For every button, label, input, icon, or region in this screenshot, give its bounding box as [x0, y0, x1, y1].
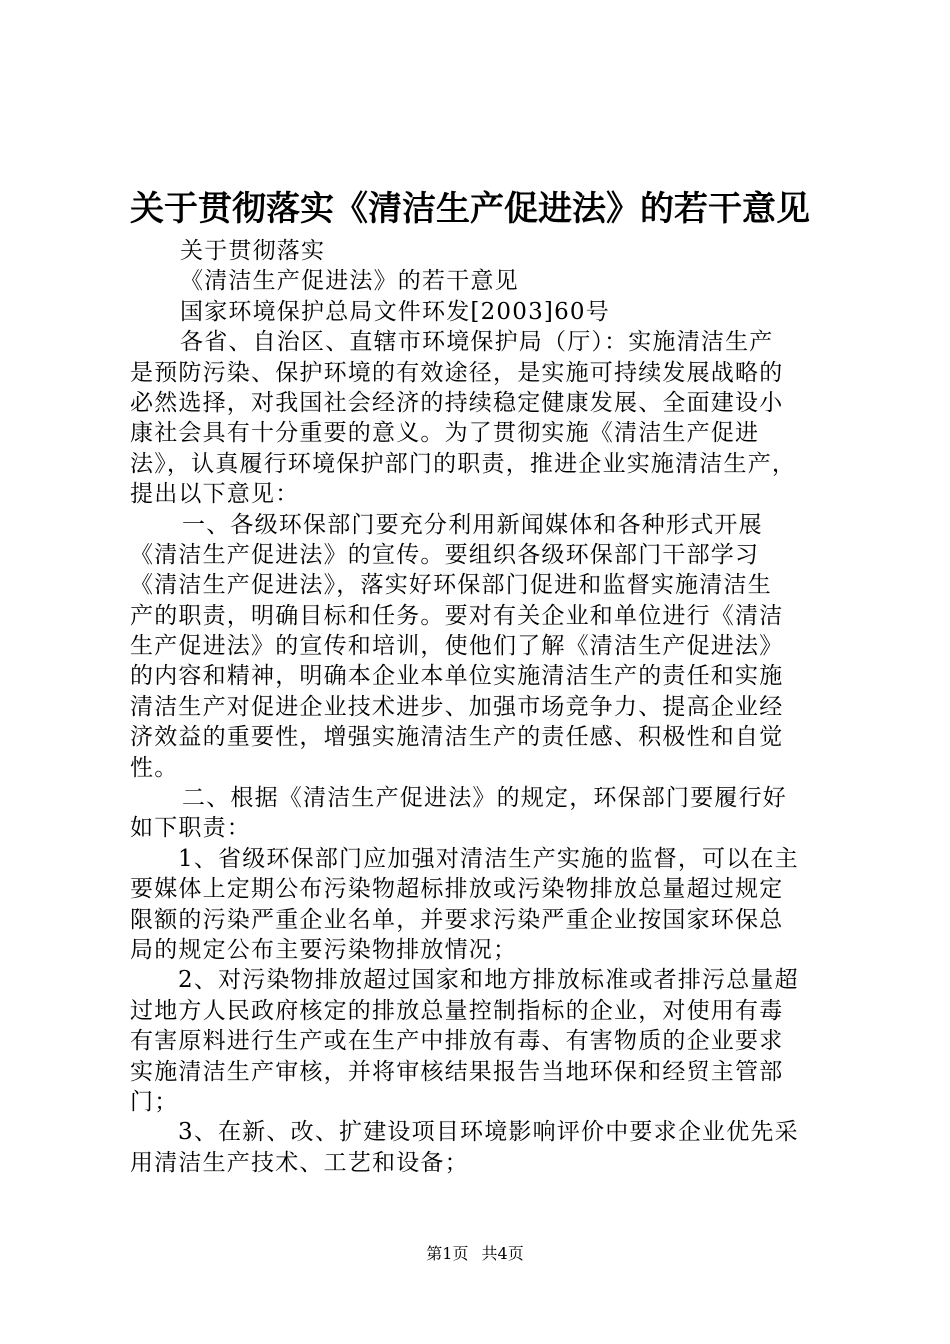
body-line: 限额的污染严重企业名单，并要求污染严重企业按国家环保总	[130, 906, 784, 933]
body-line: 如下职责：	[130, 815, 251, 842]
page-footer	[0, 1243, 950, 1265]
body-line: 有害原料进行生产或在生产中排放有毒、有害物质的企业要求	[130, 1028, 784, 1055]
body-line: 法》，认真履行环境保护部门的职责，推进企业实施清洁生产，	[130, 450, 797, 477]
body-line: 必然选择，对我国社会经济的持续稳定健康发展、全面建设小	[130, 389, 784, 416]
body-line: 一、各级环保部门要充分利用新闻媒体和各种形式开展	[182, 511, 763, 538]
body-line: 用清洁生产技术、工艺和设备；	[130, 1149, 469, 1176]
body-line: 《清洁生产促进法》，落实好环保部门促进和监督实施清洁生	[130, 572, 772, 599]
body-line: 的内容和精神，明确本企业本单位实施清洁生产的责任和实施	[130, 663, 784, 690]
body-line: 局的规定公布主要污染物排放情况；	[130, 936, 518, 963]
body-line: 清洁生产对促进企业技术进步、加强市场竞争力、提高企业经	[130, 693, 784, 720]
page-number: 第1页	[426, 1244, 469, 1263]
body-line: 二、根据《清洁生产促进法》的规定，环保部门要履行好	[182, 785, 787, 812]
body-line: 生产促进法》的宣传和培训，使他们了解《清洁生产促进法》	[130, 633, 784, 660]
document-number-line: 国家环境保护总局文件环发[2003]60号	[180, 298, 610, 325]
body-line: 3、在新、改、扩建设项目环境影响评价中要求企业优先采	[178, 1119, 799, 1146]
subtitle-line-1: 关于贯彻落实	[180, 238, 326, 264]
body-line: 产的职责，明确目标和任务。要对有关企业和单位进行《清洁	[130, 602, 784, 629]
body-line: 实施清洁生产审核，并将审核结果报告当地环保和经贸主管部	[130, 1058, 784, 1085]
body-line: 1、省级环保部门应加强对清洁生产实施的监督，可以在主	[178, 845, 799, 872]
body-line: 门；	[130, 1088, 179, 1115]
body-line: 各省、自治区、直辖市环境保护局（厅）：实施清洁生产	[180, 329, 774, 356]
body-line: 济效益的重要性，增强实施清洁生产的责任感、积极性和自觉	[130, 724, 784, 751]
body-line: 康社会具有十分重要的意义。为了贯彻实施《清洁生产促进	[130, 420, 760, 447]
body-line: 《清洁生产促进法》的宣传。要组织各级环保部门干部学习	[130, 541, 760, 568]
body-line: 过地方人民政府核定的排放总量控制指标的企业，对使用有毒	[130, 997, 784, 1024]
document-title: 关于贯彻落实《清洁生产促进法》的若干意见	[130, 189, 810, 229]
page-total: 共4页	[481, 1244, 524, 1263]
body-line: 2、对污染物排放超过国家和地方排放标准或者排污总量超	[178, 967, 799, 994]
subtitle-line-2: 《清洁生产促进法》的若干意见	[180, 268, 519, 295]
body-line: 提出以下意见：	[130, 481, 300, 508]
body-line: 要媒体上定期公布污染物超标排放或污染物排放总量超过规定	[130, 876, 784, 903]
body-line: 是预防污染、保护环境的有效途径，是实施可持续发展战略的	[130, 359, 784, 386]
body-line: 性。	[130, 754, 179, 781]
document-body	[130, 236, 830, 1178]
